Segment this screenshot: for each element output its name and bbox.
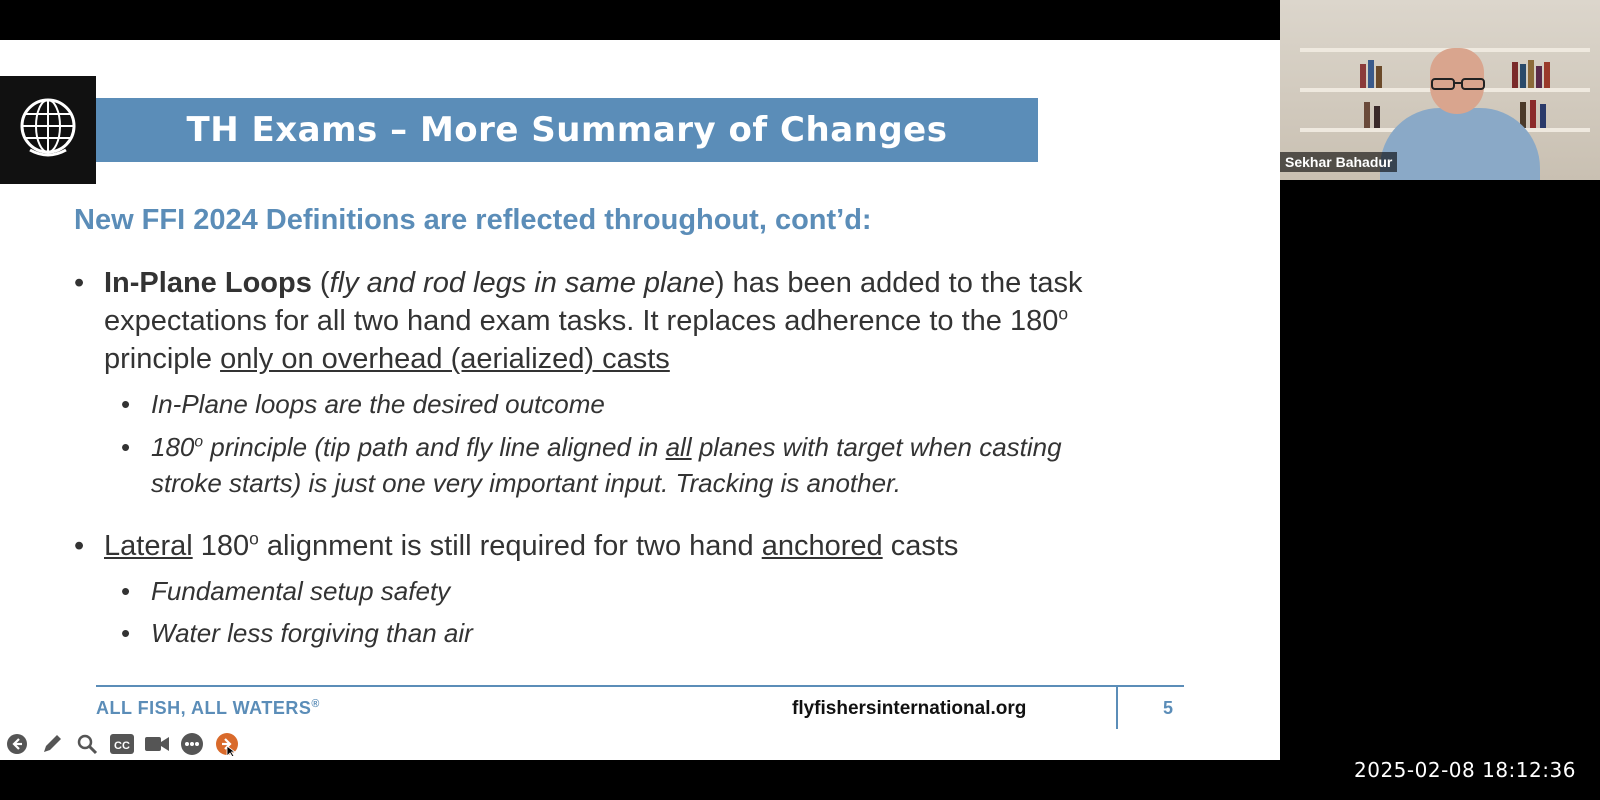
sub-bullet-dot: • xyxy=(121,389,131,419)
presentation-slide xyxy=(0,40,1280,760)
bullet-underline: anchored xyxy=(761,530,883,562)
back-arrow-icon[interactable] xyxy=(4,731,30,757)
cc-icon[interactable] xyxy=(109,731,135,757)
more-icon[interactable] xyxy=(179,731,205,757)
degree-symbol: o xyxy=(194,433,204,451)
sub-text-part: principle (tip path and fly line aligned in xyxy=(203,432,666,462)
paren-open: ( xyxy=(311,267,330,299)
page-number: 5 xyxy=(1163,698,1174,718)
bullet-tail: principle xyxy=(104,343,221,375)
book xyxy=(1360,64,1366,88)
globe-icon xyxy=(16,96,80,162)
book xyxy=(1374,106,1380,128)
degree-symbol: o xyxy=(1058,303,1069,324)
slide-subtitle: New FFI 2024 Definitions are reflected throughout, cont’d: xyxy=(74,204,872,236)
registered-mark: ® xyxy=(311,698,320,710)
participant-name: Sekhar Bahadur xyxy=(1280,152,1397,172)
book xyxy=(1368,60,1374,88)
sub-text-part: planes with target when casting stroke starts) is just one very important input. Tracking is another. xyxy=(151,432,1062,498)
book xyxy=(1376,66,1382,88)
bullet-dot: • xyxy=(74,530,85,562)
sub-bullet-dot: • xyxy=(121,618,131,648)
bullet-body: ) has been added to the task expectations for all two hand exam tasks. It replaces adherence to the 180 xyxy=(104,267,1083,337)
book xyxy=(1544,62,1550,88)
sub-bullet-dot: • xyxy=(121,576,131,606)
ffi-logo xyxy=(0,76,96,184)
book xyxy=(1536,66,1542,88)
footer-tagline xyxy=(96,698,320,719)
bullet-dot: • xyxy=(74,267,85,299)
bullet-underline: only on overhead (aerialized) casts xyxy=(220,343,670,375)
footer-divider xyxy=(1116,687,1118,729)
sub-bullet-dot: • xyxy=(121,432,131,462)
cc-label: CC xyxy=(114,740,130,752)
footer-rule xyxy=(96,685,1184,687)
sub-text-underline: all xyxy=(665,432,692,462)
slide-title: TH Exams – More Summary of Changes xyxy=(96,98,1038,162)
bullet-part: casts xyxy=(882,530,959,562)
tagline-text: ALL FISH, ALL WATERS xyxy=(96,698,312,718)
bullet-underline: Lateral xyxy=(104,530,193,562)
sub-bullet-text xyxy=(151,429,1101,501)
bullet-italic: fly and rod legs in same plane xyxy=(329,267,715,299)
bullet-lead: In-Plane Loops xyxy=(104,267,312,299)
footer-url: flyfishersinternational.org xyxy=(792,698,1027,719)
book xyxy=(1530,100,1536,128)
book xyxy=(1528,60,1534,88)
sub-bullet-text: Water less forgiving than air xyxy=(151,618,473,648)
bullet-text xyxy=(104,264,1104,378)
person-shirt xyxy=(1380,108,1540,180)
bullet-text xyxy=(104,527,1104,565)
sub-bullet-text: Fundamental setup safety xyxy=(151,576,451,606)
bullet-part: 180 xyxy=(192,530,250,562)
presentation-toolbar xyxy=(4,729,240,759)
sub-text-part: 180 xyxy=(151,432,195,462)
next-arrow-icon[interactable] xyxy=(214,731,240,757)
glasses-icon xyxy=(1430,78,1486,90)
zoom-icon[interactable] xyxy=(74,731,100,757)
book xyxy=(1364,102,1370,128)
book xyxy=(1520,64,1526,88)
book xyxy=(1540,104,1546,128)
book xyxy=(1512,62,1518,88)
participant-video[interactable] xyxy=(1280,0,1600,180)
sub-bullet-text: In-Plane loops are the desired outcome xyxy=(151,389,605,419)
timestamp: 2025-02-08 18:12:36 xyxy=(1354,758,1576,782)
video-icon[interactable] xyxy=(144,731,170,757)
bullet-part: alignment is still required for two hand xyxy=(258,530,762,562)
degree-symbol: o xyxy=(249,528,259,549)
pen-icon[interactable] xyxy=(39,731,65,757)
